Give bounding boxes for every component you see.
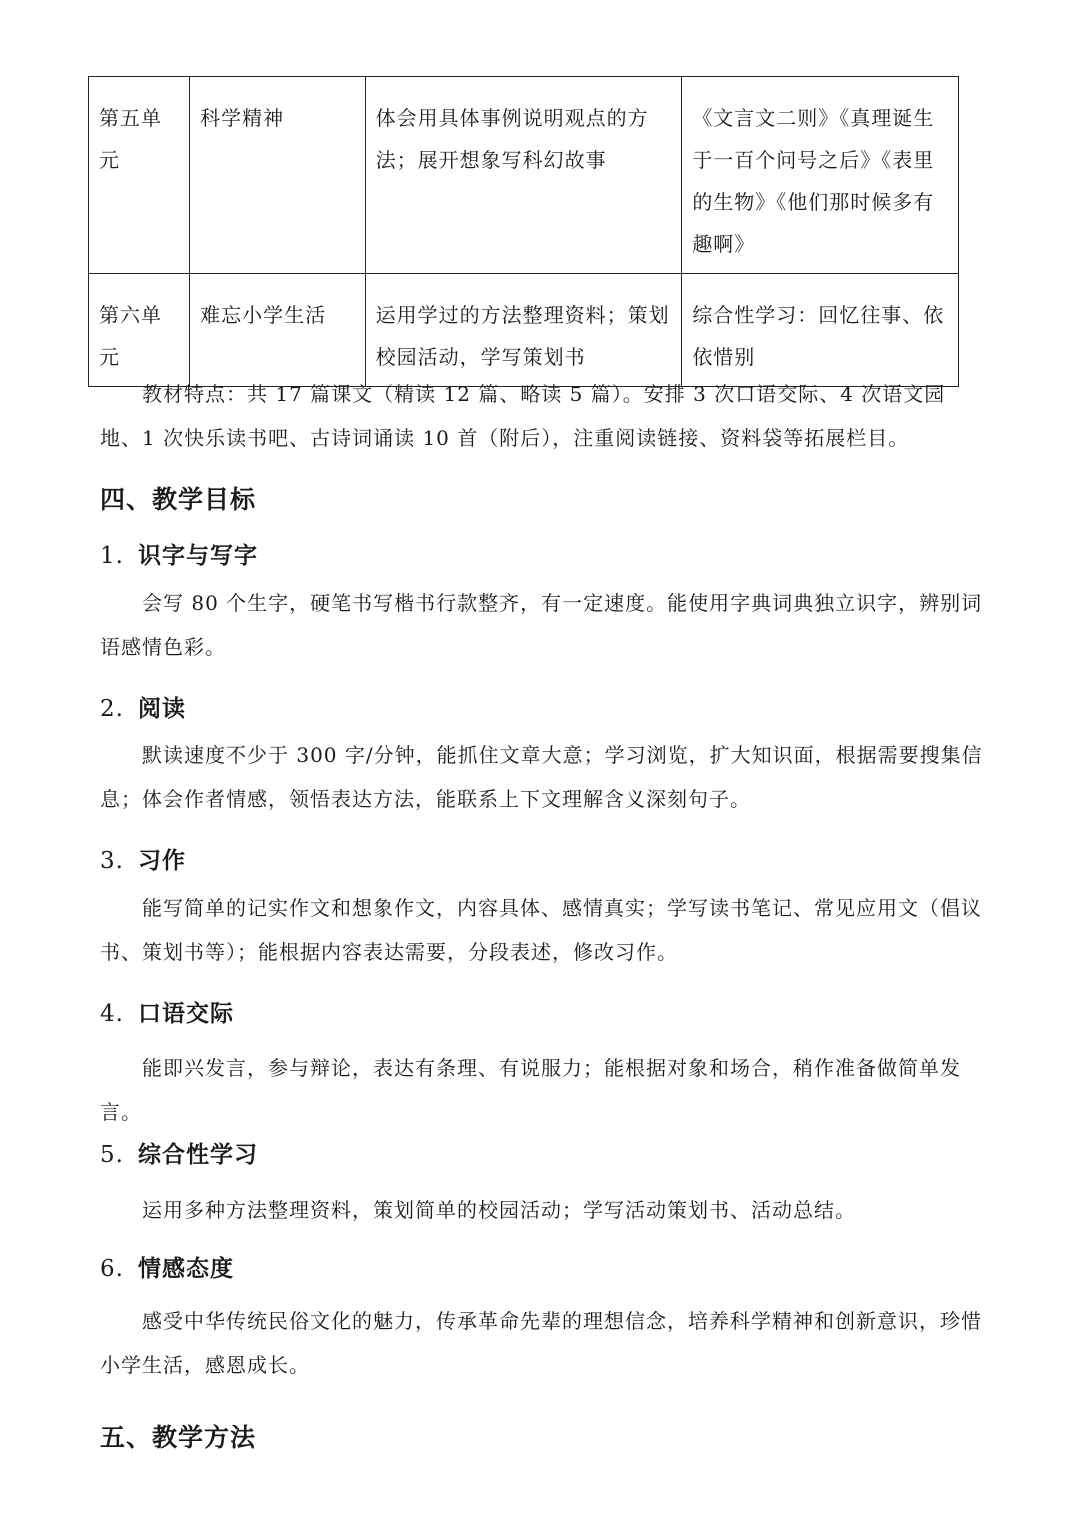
goal-body-reading: 默读速度不少于 300 字/分钟，能抓住文章大意；学习浏览，扩大知识面，根据需要搜集信息；体会作者情感，领悟表达方法，能联系上下文理解含义深刻句子。 — [100, 743, 983, 811]
unit-cell: 第六单元 — [89, 274, 190, 387]
goal-body-writing: 能写简单的记实作文和想象作文，内容具体、感情真实；学写读书笔记、常见应用文（倡议书、策划书等）；能根据内容表达需要，分段表述，修改习作。 — [100, 896, 982, 964]
goal-number: 5. — [100, 1142, 124, 1168]
goal-number: 1. — [100, 543, 124, 569]
goal-title: 情感态度 — [137, 1256, 234, 1282]
goal-number: 3. — [100, 848, 124, 874]
goal-heading-reading — [100, 690, 186, 723]
focus-cell: 运用学过的方法整理资料；策划校园活动，学写策划书 — [365, 274, 682, 387]
units-table — [88, 76, 959, 387]
table-row — [89, 274, 959, 387]
goal-body-comprehensive: 运用多种方法整理资料，策划简单的校园活动；学写活动策划书、活动总结。 — [142, 1198, 856, 1222]
texts-cell: 综合性学习：回忆往事、依依惜别 — [682, 274, 959, 387]
goal-heading-attitude — [100, 1250, 234, 1283]
material-note: 教材特点：共 17 篇课文（精读 12 篇、略读 5 篇）。安排 3 次口语交际、4 次语文园地、1 次快乐读书吧、古诗词诵读 10 首（附后），注重阅读链接、资料袋等拓展栏目。 — [100, 382, 946, 450]
section-heading-goals: 四、教学目标 — [100, 485, 257, 514]
goal-heading-literacy — [100, 537, 258, 570]
theme-cell: 难忘小学生活 — [190, 274, 366, 387]
goal-body-speaking: 能即兴发言，参与辩论，表达有条理、有说服力；能根据对象和场合，稍作准备做简单发言。 — [100, 1056, 961, 1124]
focus-cell: 体会用具体事例说明观点的方法；展开想象写科幻故事 — [365, 77, 682, 274]
goal-title: 识字与写字 — [137, 543, 258, 569]
theme-cell: 科学精神 — [190, 77, 366, 274]
goal-number: 4. — [100, 1001, 124, 1027]
goal-title: 习作 — [137, 848, 186, 874]
goal-body-literacy: 会写 80 个生字，硬笔书写楷书行款整齐，有一定速度。能使用字典词典独立识字，辨别词语感情色彩。 — [100, 591, 983, 659]
unit-cell: 第五单元 — [89, 77, 190, 274]
texts-cell: 《文言文二则》《真理诞生于一百个问号之后》《表里的生物》《他们那时候多有趣啊》 — [682, 77, 959, 274]
goal-title: 口语交际 — [137, 1001, 234, 1027]
goal-heading-comprehensive — [100, 1136, 258, 1169]
goal-number: 6. — [100, 1256, 124, 1282]
section-heading-methods: 五、教学方法 — [100, 1423, 257, 1452]
goal-title: 阅读 — [137, 696, 186, 722]
goal-body-attitude: 感受中华传统民俗文化的魅力，传承革命先辈的理想信念，培养科学精神和创新意识，珍惜小学生活，感恩成长。 — [100, 1309, 982, 1377]
goal-number: 2. — [100, 696, 124, 722]
goal-heading-speaking — [100, 995, 234, 1028]
goal-heading-writing — [100, 842, 186, 875]
table-row — [89, 77, 959, 274]
goal-title: 综合性学习 — [137, 1142, 258, 1168]
